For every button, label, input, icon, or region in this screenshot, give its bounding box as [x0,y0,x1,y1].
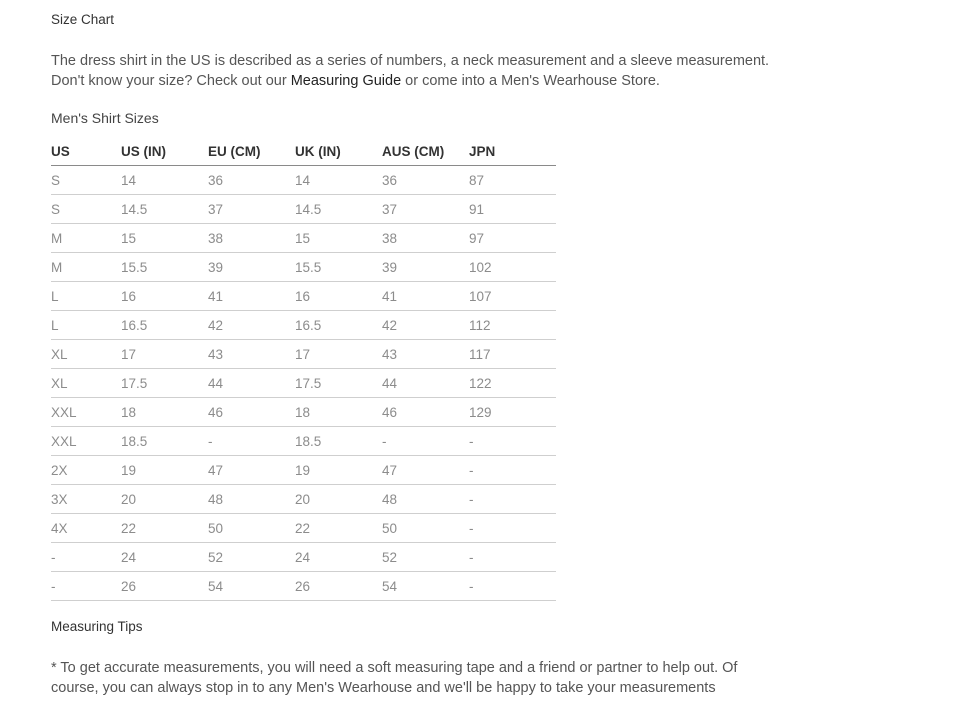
cell-us: S [51,166,121,195]
cell-aus-cm: 52 [382,543,469,572]
cell-aus-cm: 50 [382,514,469,543]
cell-jpn: 112 [469,311,556,340]
intro-line-2-before: Don't know your size? Check out our [51,73,291,89]
cell-jpn: 117 [469,340,556,369]
cell-us: M [51,224,121,253]
cell-jpn: 97 [469,224,556,253]
cell-us-in: 20 [121,485,208,514]
cell-jpn: - [469,572,556,601]
header-uk-in: UK (IN) [295,137,382,166]
table-body [51,166,556,601]
cell-aus-cm: 46 [382,398,469,427]
cell-eu-cm: 44 [208,369,295,398]
cell-eu-cm: 42 [208,311,295,340]
cell-us: - [51,543,121,572]
cell-us: XXL [51,398,121,427]
cell-jpn: - [469,543,556,572]
table-row [51,456,556,485]
table-row [51,543,556,572]
cell-us: - [51,572,121,601]
intro-line-2-after: or come into a Men's Wearhouse Store. [401,73,660,89]
cell-uk-in: 14.5 [295,195,382,224]
cell-eu-cm: 41 [208,282,295,311]
intro-line-2 [51,71,811,91]
cell-uk-in: 17 [295,340,382,369]
table-row [51,340,556,369]
cell-uk-in: 18 [295,398,382,427]
cell-us: 2X [51,456,121,485]
cell-aus-cm: 43 [382,340,469,369]
tips-line-2: course, you can always stop in to any Men's Wearhouse and we'll be happy to take your measurements [51,680,716,696]
table-row [51,195,556,224]
cell-eu-cm: 50 [208,514,295,543]
table-row [51,282,556,311]
table-row [51,398,556,427]
cell-eu-cm: 43 [208,340,295,369]
cell-eu-cm: 38 [208,224,295,253]
cell-us: 3X [51,485,121,514]
intro-text [51,51,811,91]
cell-aus-cm: 48 [382,485,469,514]
cell-aus-cm: 37 [382,195,469,224]
table-row [51,572,556,601]
cell-eu-cm: 47 [208,456,295,485]
table-row [51,369,556,398]
cell-eu-cm: 52 [208,543,295,572]
table-row [51,311,556,340]
cell-jpn: 122 [469,369,556,398]
cell-aus-cm: 41 [382,282,469,311]
cell-eu-cm: 39 [208,253,295,282]
header-us: US [51,137,121,166]
cell-aus-cm: 42 [382,311,469,340]
measuring-tips-title: Measuring Tips [51,619,143,634]
cell-jpn: - [469,427,556,456]
cell-uk-in: 16 [295,282,382,311]
cell-us-in: 15.5 [121,253,208,282]
cell-uk-in: 26 [295,572,382,601]
cell-us-in: 18.5 [121,427,208,456]
cell-jpn: - [469,456,556,485]
cell-eu-cm: 48 [208,485,295,514]
cell-us-in: 14 [121,166,208,195]
table-row [51,427,556,456]
cell-aus-cm: - [382,427,469,456]
cell-jpn: - [469,514,556,543]
header-aus-cm: AUS (CM) [382,137,469,166]
cell-aus-cm: 39 [382,253,469,282]
cell-uk-in: 19 [295,456,382,485]
cell-us: 4X [51,514,121,543]
header-eu-cm: EU (CM) [208,137,295,166]
header-us-in: US (IN) [121,137,208,166]
cell-uk-in: 15 [295,224,382,253]
table-row [51,166,556,195]
shirt-size-table [51,137,556,601]
cell-uk-in: 15.5 [295,253,382,282]
cell-uk-in: 22 [295,514,382,543]
cell-eu-cm: - [208,427,295,456]
cell-jpn: 91 [469,195,556,224]
cell-us-in: 22 [121,514,208,543]
size-chart-title: Size Chart [51,12,115,27]
cell-us-in: 26 [121,572,208,601]
cell-uk-in: 24 [295,543,382,572]
cell-us-in: 15 [121,224,208,253]
cell-us: L [51,311,121,340]
cell-aus-cm: 38 [382,224,469,253]
cell-us: S [51,195,121,224]
cell-us-in: 24 [121,543,208,572]
cell-us: XL [51,369,121,398]
cell-jpn: 87 [469,166,556,195]
cell-uk-in: 16.5 [295,311,382,340]
table-row [51,485,556,514]
cell-eu-cm: 46 [208,398,295,427]
cell-us-in: 17.5 [121,369,208,398]
cell-uk-in: 17.5 [295,369,382,398]
cell-us-in: 19 [121,456,208,485]
cell-us-in: 17 [121,340,208,369]
cell-us: M [51,253,121,282]
cell-jpn: 129 [469,398,556,427]
table-row [51,514,556,543]
cell-aus-cm: 47 [382,456,469,485]
measuring-tips-text [51,658,791,698]
cell-us-in: 18 [121,398,208,427]
cell-us: L [51,282,121,311]
cell-us-in: 14.5 [121,195,208,224]
cell-eu-cm: 37 [208,195,295,224]
cell-eu-cm: 36 [208,166,295,195]
cell-aus-cm: 54 [382,572,469,601]
cell-uk-in: 14 [295,166,382,195]
table-row [51,224,556,253]
intro-line-1: The dress shirt in the US is described as a series of numbers, a neck measurement and a sleeve measurement. [51,53,770,69]
cell-jpn: 102 [469,253,556,282]
cell-us-in: 16 [121,282,208,311]
table-header-row [51,137,556,166]
measuring-guide-link[interactable]: Measuring Guide [290,73,402,89]
cell-us: XL [51,340,121,369]
cell-eu-cm: 54 [208,572,295,601]
cell-uk-in: 18.5 [295,427,382,456]
cell-aus-cm: 44 [382,369,469,398]
cell-us-in: 16.5 [121,311,208,340]
cell-aus-cm: 36 [382,166,469,195]
header-jpn: JPN [469,137,556,166]
table-row [51,253,556,282]
cell-uk-in: 20 [295,485,382,514]
tips-line-1: * To get accurate measurements, you will need a soft measuring tape and a friend or partner to help out. Of [51,660,738,676]
cell-jpn: - [469,485,556,514]
cell-jpn: 107 [469,282,556,311]
table-title: Men's Shirt Sizes [51,110,159,126]
cell-us: XXL [51,427,121,456]
